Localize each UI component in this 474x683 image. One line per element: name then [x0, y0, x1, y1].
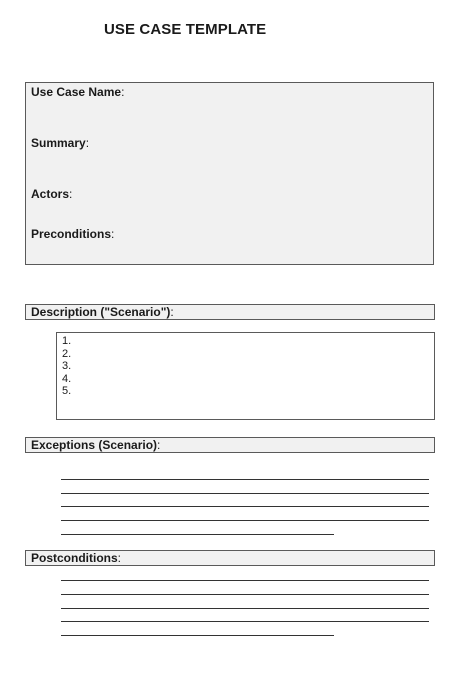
- step-item: 5.: [62, 385, 72, 397]
- description-section-header: Description ("Scenario"):: [25, 304, 435, 320]
- exceptions-section-header: Exceptions (Scenario):: [25, 437, 435, 453]
- postconditions-write-line[interactable]: [61, 608, 429, 609]
- step-item: 4.: [62, 372, 72, 385]
- use-case-info-box: [25, 82, 434, 265]
- exceptions-write-line[interactable]: [61, 506, 429, 507]
- scenario-steps-box[interactable]: [56, 332, 435, 420]
- exceptions-write-line[interactable]: [61, 534, 334, 535]
- exceptions-write-line[interactable]: [61, 493, 429, 494]
- postconditions-section-header: Postconditions:: [25, 550, 435, 566]
- actors-label: Actors:: [31, 187, 73, 201]
- exceptions-write-line[interactable]: [61, 479, 429, 480]
- postconditions-write-line[interactable]: [61, 594, 429, 595]
- postconditions-write-line[interactable]: [61, 580, 429, 581]
- exceptions-write-line[interactable]: [61, 520, 429, 521]
- postconditions-write-line[interactable]: [61, 635, 334, 636]
- preconditions-label: Preconditions:: [31, 227, 115, 241]
- use-case-name-label: Use Case Name:: [31, 85, 125, 99]
- step-item: 1.: [62, 335, 72, 347]
- step-item: 2.: [62, 347, 72, 360]
- postconditions-write-line[interactable]: [61, 621, 429, 622]
- summary-label: Summary:: [31, 136, 90, 150]
- step-item: 3.: [62, 360, 72, 372]
- scenario-steps-list: [57, 333, 434, 398]
- page-title: USE CASE TEMPLATE: [104, 21, 267, 38]
